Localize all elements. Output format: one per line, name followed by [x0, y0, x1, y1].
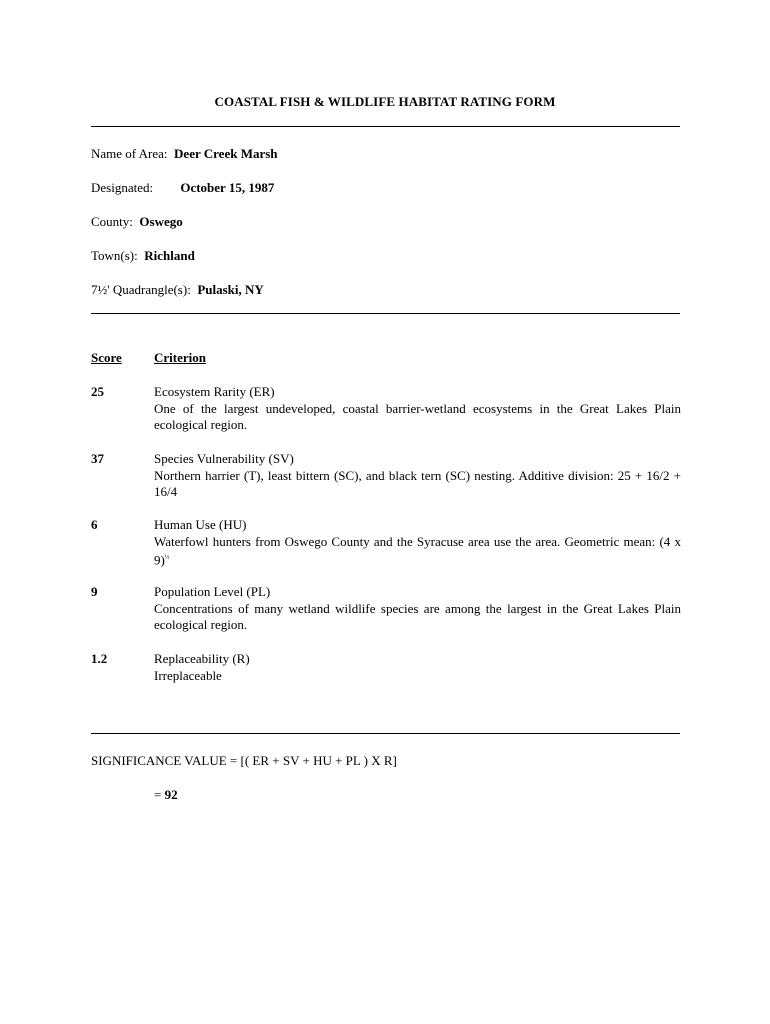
- county-label: County:: [91, 214, 133, 229]
- top-divider: [91, 126, 680, 127]
- criterion-title: Species Vulnerability (SV): [154, 451, 294, 466]
- criterion-description: One of the largest undeveloped, coastal barrier-wetland ecosystems in the Great Lakes Plain ecological region.: [154, 400, 681, 432]
- quadrangle-field: [91, 282, 264, 298]
- criterion-block: [154, 384, 681, 434]
- score-header: Score: [91, 350, 122, 365]
- county-value: Oswego: [139, 214, 183, 229]
- form-title: COASTAL FISH & WILDLIFE HABITAT RATING FORM: [214, 94, 556, 109]
- criterion-header: Criterion: [154, 350, 206, 365]
- score-value: 9: [91, 584, 98, 599]
- criterion-block: [154, 584, 681, 634]
- area-name-label: Name of Area:: [91, 146, 168, 161]
- significance-formula: SIGNIFICANCE VALUE = [( ER + SV + HU + PL ) X R]: [91, 753, 397, 768]
- score-value: 6: [91, 517, 98, 532]
- area-name-value: Deer Creek Marsh: [174, 146, 278, 161]
- criterion-description-text: Waterfowl hunters from Oswego County and the Syracuse area use the area. Geometric mean: (4 x 9): [154, 533, 681, 568]
- exponent: ½: [164, 555, 170, 561]
- county-field: [91, 214, 183, 230]
- quadrangle-label: 7½' Quadrangle(s):: [91, 282, 191, 297]
- score-value: 1.2: [91, 651, 108, 666]
- bottom-divider: [91, 733, 680, 734]
- header-divider: [91, 313, 680, 314]
- criterion-block: [154, 651, 681, 684]
- criterion-title: Replaceability (R): [154, 651, 250, 666]
- designated-label: Designated:: [91, 180, 154, 195]
- designated-value: October 15, 1987: [180, 180, 275, 195]
- score-value: 37: [91, 451, 104, 466]
- equals-sign: =: [154, 787, 165, 802]
- criterion-title: Population Level (PL): [154, 584, 271, 599]
- criterion-block: [154, 451, 681, 501]
- towns-value: Richland: [144, 248, 195, 263]
- area-name-field: [91, 146, 278, 162]
- significance-value: 92: [164, 787, 178, 802]
- towns-label: Town(s):: [91, 248, 138, 263]
- criterion-title: Human Use (HU): [154, 517, 247, 532]
- criterion-description: Northern harrier (T), least bittern (SC), and black tern (SC) nesting. Additive division: 25 + 16/2 + 16/4: [154, 467, 681, 499]
- towns-field: [91, 248, 195, 264]
- criterion-block: [154, 517, 681, 569]
- criterion-description: Irreplaceable: [154, 667, 222, 683]
- designated-field: [91, 180, 274, 196]
- significance-result: [154, 787, 178, 803]
- quadrangle-value: Pulaski, NY: [197, 282, 264, 297]
- criterion-description: Concentrations of many wetland wildlife species are among the largest in the Great Lakes Plain ecological region.: [154, 600, 681, 632]
- criterion-title: Ecosystem Rarity (ER): [154, 384, 275, 399]
- score-value: 25: [91, 384, 104, 399]
- criterion-description: [154, 534, 681, 569]
